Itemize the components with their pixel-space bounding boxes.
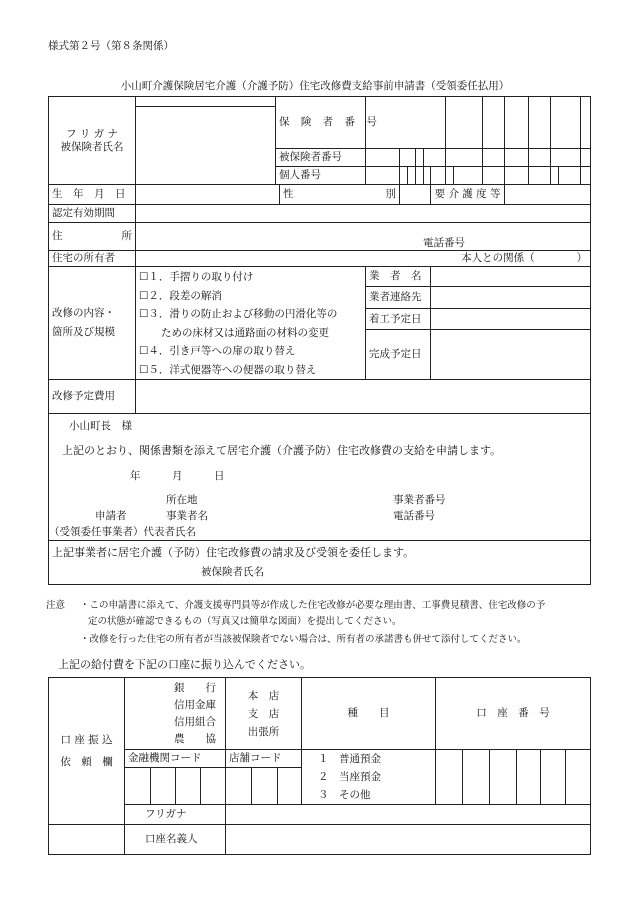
account-kind-options[interactable]: １ 普通預金 ２ 当座預金 ３ その他 (302, 750, 436, 805)
cert-period-label: 認定有効期間 (49, 205, 136, 223)
branch-code-digit[interactable] (278, 768, 302, 805)
fi-code-digit[interactable] (125, 768, 151, 805)
birthdate-label: 生 年 月 日 (49, 185, 136, 205)
delegation-name-label: 被保険者氏名 (201, 566, 264, 578)
contractor-name-field[interactable] (431, 267, 591, 287)
item-toilet-checkbox[interactable]: ☐５．洋式便器等への便器の取り替え (139, 363, 317, 376)
fi-code-digit[interactable] (176, 768, 201, 805)
insurer-number-digit[interactable] (446, 97, 483, 149)
insured-number-digit[interactable] (366, 149, 400, 167)
start-date-label: 着工予定日 (366, 309, 431, 329)
account-digit[interactable] (436, 750, 463, 805)
account-digit[interactable] (517, 750, 541, 805)
renovation-label: 改修の内容・ 箇所及び規模 (49, 267, 136, 380)
addressee: 小山町長 様 (69, 420, 132, 432)
insurer-number-digit[interactable] (581, 97, 591, 149)
phone-label: 電話番号 (423, 237, 465, 250)
address-field[interactable] (136, 223, 591, 251)
personal-number-label: 個人番号 (276, 167, 366, 185)
contractor-contact-field[interactable] (431, 287, 591, 309)
fi-type-options[interactable]: 銀 行 信用金庫 信用組合 農 協 (125, 678, 226, 750)
business-name-label: 事業者名 (166, 510, 208, 522)
contractor-name-label: 業 者 名 (366, 267, 431, 287)
sex-field[interactable] (400, 185, 431, 205)
account-holder-field[interactable] (226, 825, 591, 855)
note-line: 定の状態が確認できるもの（写真又は簡単な図面）を提出してください。 (88, 616, 402, 627)
insured-number-label: 被保険者番号 (276, 149, 366, 167)
bank-section-label: 口 座 振 込 依 頼 欄 (49, 678, 125, 825)
representative-label: （受領委任事業者）代表者氏名 (49, 526, 196, 538)
business-phone-label: 電話番号 (393, 510, 435, 522)
declaration-text: 上記のとおり、関係書類を添えて居宅介護（介護予防）住宅改修費の支給を申請します。 (62, 444, 502, 457)
applicant-label: 申請者 (95, 510, 127, 522)
branch-code-label: 店舗コード (226, 750, 302, 768)
bank-table (48, 677, 591, 855)
insured-name-field[interactable] (136, 107, 276, 185)
sex-label: 性 別 (280, 185, 400, 205)
application-date: 年 月 日 (130, 470, 225, 482)
insured-name-label: フ リ ガ ナ 被保険者氏名 (49, 97, 136, 185)
start-date-field[interactable] (431, 309, 591, 329)
birthdate-field[interactable] (136, 185, 280, 205)
account-digit[interactable] (463, 750, 490, 805)
insurer-number-digit[interactable] (529, 97, 551, 149)
delegation-text: 上記事業者に居宅介護（予防）住宅改修費の請求及び受領を委任します。 (52, 546, 415, 559)
insurer-number-digit[interactable] (483, 97, 505, 149)
branch-code-digit[interactable] (226, 768, 252, 805)
business-number-label: 事業者番号 (393, 494, 446, 506)
account-digit[interactable] (490, 750, 517, 805)
insurer-number-label: 保 険 者 番 号 (276, 97, 366, 149)
contractor-contact-label: 業者連絡先 (366, 287, 431, 309)
owner-field[interactable] (136, 251, 591, 267)
cost-field[interactable] (136, 380, 591, 414)
location-label: 所在地 (166, 494, 198, 506)
branch-type-options[interactable]: 本 店 支 店 出張所 (226, 678, 302, 750)
owner-label: 住宅の所有者 (49, 251, 136, 267)
insurer-number-digit[interactable] (505, 97, 529, 149)
holder-furigana-field[interactable] (226, 805, 591, 825)
account-digit[interactable] (541, 750, 566, 805)
notes-head: 注意 (46, 600, 66, 611)
note-line: ・この申請書に添えて、介護支援専門員等が作成した住宅改修が必要な理由書、工事費見積書、住宅改修の予 (80, 600, 546, 611)
fi-code-digit[interactable] (151, 768, 176, 805)
account-digit[interactable] (566, 750, 591, 805)
care-level-label: 要 介 護 度 等 (431, 185, 505, 205)
account-kind-label: 種 目 (302, 678, 436, 750)
delegation-box (49, 541, 591, 585)
form-number: 様式第２号（第８条関係） (48, 40, 174, 52)
relation-label: 本人との関係（ ） (461, 252, 588, 265)
furigana-field[interactable] (136, 97, 276, 107)
form-title: 小山町介護保険居宅介護（介護予防）住宅改修費支給事前申請書（受領委任払用） (120, 80, 510, 92)
cost-label: 改修予定費用 (49, 380, 136, 414)
application-table (48, 96, 591, 585)
declaration-box (49, 414, 591, 541)
holder-furigana-label: フリガナ (125, 805, 226, 825)
item-handrail-checkbox[interactable]: ☐１．手摺りの取り付け (139, 271, 254, 283)
renovation-items[interactable]: ☐１．手摺りの取り付け ☐２．段差の解消 ☐３．滑りの防止および移動の円滑化等の ための床材又は通路面の材料の変更 ☐４．引き戸等への扉の取り替え ☐５．洋式便器等への便器の取り替え (136, 267, 366, 380)
item-step-checkbox[interactable]: ☐２．段差の解消 (139, 289, 222, 302)
address-label: 住 所 (49, 223, 136, 251)
insurer-number-digit[interactable] (551, 97, 581, 149)
bank-intro: 上記の給付費を下記の口座に振り込んでください。 (58, 658, 311, 671)
account-number-label: 口 座 番 号 (436, 678, 591, 750)
note-line: ・改修を行った住宅の所有者が当該被保険者でない場合は、所有者の承諾書も併せて添付してください。 (80, 634, 527, 645)
item-floor-checkbox[interactable]: ☐３．滑りの防止および移動の円滑化等の (139, 308, 338, 320)
cert-period-field[interactable] (136, 205, 591, 223)
item-door-checkbox[interactable]: ☐４．引き戸等への扉の取り替え (139, 345, 296, 357)
account-holder-label: 口座名義人 (125, 825, 226, 855)
care-level-field[interactable] (505, 185, 591, 205)
finish-date-field[interactable] (431, 329, 591, 379)
finish-date-label: 完成予定日 (366, 329, 431, 379)
branch-code-digit[interactable] (252, 768, 278, 805)
fi-code-label: 金融機関コード (125, 750, 226, 768)
fi-code-digit[interactable] (201, 768, 226, 805)
